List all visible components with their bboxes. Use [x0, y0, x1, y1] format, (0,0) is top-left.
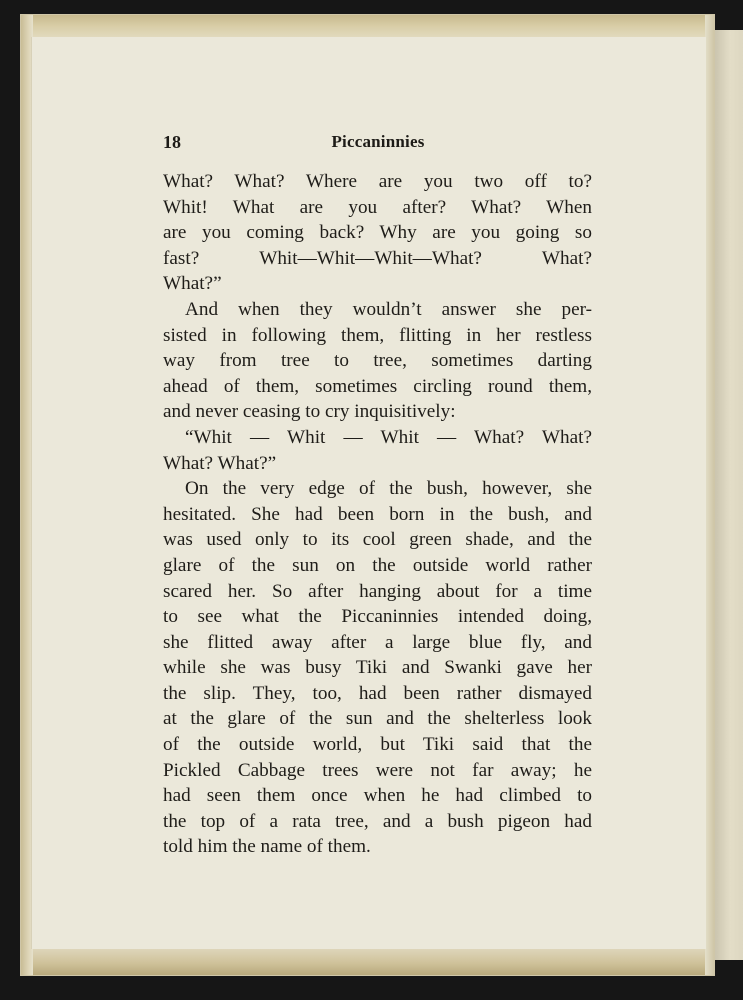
text-line: told him the name of them. [163, 836, 371, 858]
text-line: are you coming back? Why are you going so [163, 222, 592, 244]
paragraph [163, 476, 592, 860]
text-line: hesitated. She had been born in the bush, and [163, 503, 592, 525]
text-line: to see what the Piccaninnies intended doing, [163, 606, 592, 628]
page-number: 18 [163, 132, 181, 152]
text-line: was used only to its cool green shade, and the [163, 529, 592, 551]
running-head: Piccaninnies [331, 132, 425, 151]
text-line: What? What?” [163, 452, 277, 474]
text-line: she flitted away after a large blue fly, and [163, 631, 592, 653]
text-line: sisted in following them, flitting in her restless [163, 324, 592, 346]
text-line: of the outside world, but Tiki said that the [163, 734, 592, 756]
text-line: On the very edge of the bush, however, she [185, 478, 592, 500]
text-line: ahead of them, sometimes circling round them, [163, 375, 592, 397]
page-edge-right [705, 15, 714, 975]
paragraph [163, 169, 592, 297]
text-line: scared her. So after hanging about for a time [163, 580, 592, 602]
paragraph [163, 297, 592, 425]
page-edge-top [21, 15, 714, 39]
text-line: the top of a rata tree, and a bush pigeon had [163, 810, 592, 832]
body-text [163, 169, 592, 860]
text-line: while she was busy Tiki and Swanki gave her [163, 657, 592, 679]
text-line: And when they wouldn’t answer she per- [185, 298, 592, 320]
page-header [163, 132, 593, 158]
text-line: What? What? Where are you two off to? [163, 171, 592, 192]
text-line: had seen them once when he had climbed to [163, 785, 592, 807]
text-line: the slip. They, too, had been rather dismayed [163, 682, 592, 704]
text-line: Pickled Cabbage trees were not far away; he [163, 759, 592, 781]
text-line: What?” [163, 273, 222, 295]
paragraph [163, 425, 592, 476]
text-line: glare of the sun on the outside world rather [163, 554, 592, 576]
text-line: fast? Whit—Whit—Whit—What? What? [163, 247, 592, 269]
next-page-edge [712, 30, 743, 960]
text-line: way from tree to tree, sometimes darting [163, 350, 592, 372]
text-line: “Whit — Whit — Whit — What? What? [185, 426, 592, 448]
page-edge-bottom [21, 945, 714, 975]
text-line: Whit! What are you after? What? When [163, 196, 592, 218]
text-line: at the glare of the sun and the shelterless look [163, 708, 592, 730]
text-line: and never ceasing to cry inquisitively: [163, 401, 456, 423]
